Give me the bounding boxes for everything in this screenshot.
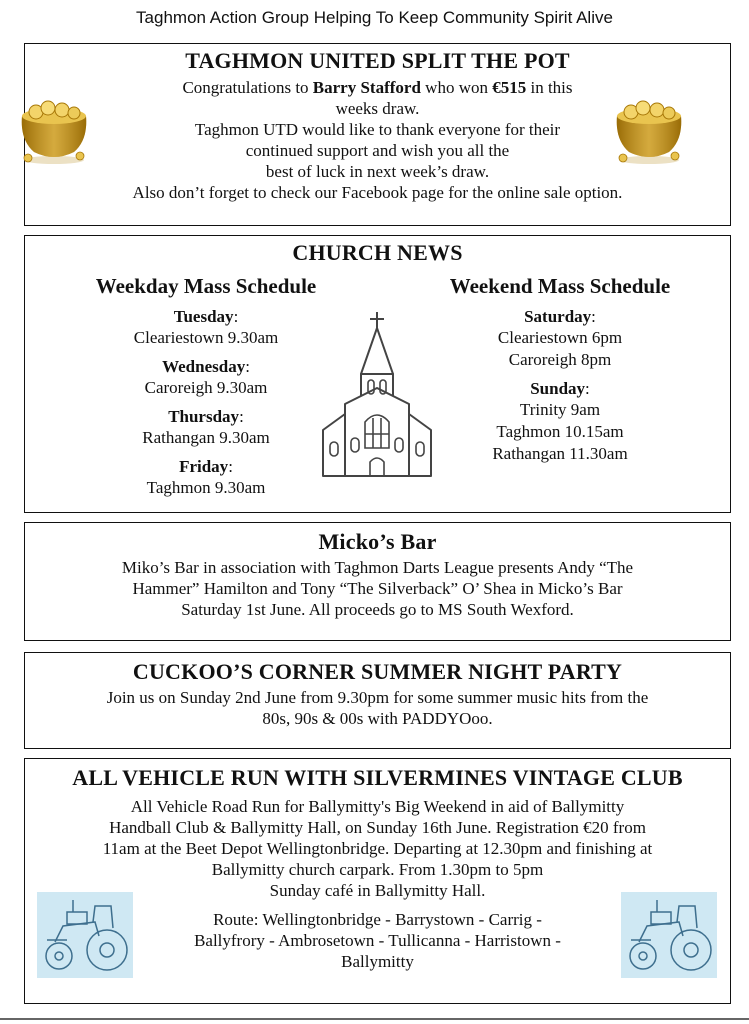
vehicle-run-panel xyxy=(24,758,731,1004)
schedule-entry: Wednesday: Caroreigh 9.30am xyxy=(61,357,351,399)
vintage-tractor-icon xyxy=(621,892,717,978)
weekday-schedule xyxy=(61,274,351,507)
split-the-pot-title: TAGHMON UNITED SPLIT THE POT xyxy=(185,48,570,73)
split-pot-line-2: weeks draw. xyxy=(335,99,420,118)
split-pot-line-4: continued support and wish you all the xyxy=(245,141,510,160)
route-line-1: Route: Wellingtonbridge - Barrystown - Carrig - xyxy=(213,910,542,929)
page-header: Taghmon Action Group Helping To Keep Community Spirit Alive xyxy=(136,8,613,27)
congrats-mid: who won xyxy=(420,78,493,97)
schedule-entry: Sunday: Trinity 9am Taghmon 10.15am Rathangan 11.30am xyxy=(415,379,705,465)
vehicle-run-text xyxy=(25,796,730,901)
vehicle-line-2: Handball Club & Ballymitty Hall, on Sunday 16th June. Registration €20 from xyxy=(109,818,646,837)
schedule-entry: Friday: Taghmon 9.30am xyxy=(61,457,351,499)
mass-location: Cleariestown 6pm xyxy=(497,328,623,347)
mass-location: Cleariestown 9.30am xyxy=(133,328,279,347)
church-news-title: CHURCH NEWS xyxy=(292,240,463,265)
winner-name: Barry Stafford xyxy=(312,78,421,97)
schedule-entry: Thursday: Rathangan 9.30am xyxy=(61,407,351,449)
vintage-tractor-icon xyxy=(37,892,133,978)
split-pot-line-5: best of luck in next week’s draw. xyxy=(265,162,490,181)
church-news-panel xyxy=(24,235,731,513)
mickos-bar-panel xyxy=(24,522,731,641)
day-name: Friday xyxy=(179,457,229,476)
day-name: Saturday xyxy=(524,307,592,326)
vehicle-line-3: 11am at the Beet Depot Wellingtonbridge. Departing at 12.30pm and finishing at xyxy=(102,839,653,858)
weekday-heading: Weekday Mass Schedule xyxy=(95,274,317,298)
day-name: Tuesday xyxy=(173,307,234,326)
mickos-line-1: Miko’s Bar in association with Taghmon Darts League presents Andy “The xyxy=(121,558,634,577)
weekend-schedule xyxy=(415,274,705,473)
mass-location: Rathangan 9.30am xyxy=(142,428,270,447)
bottom-divider xyxy=(0,1018,749,1020)
day-name: Sunday xyxy=(530,379,586,398)
cuckoos-corner-text xyxy=(25,687,730,729)
vehicle-line-4: Ballymitty church carpark. From 1.30pm to 5pm xyxy=(211,860,544,879)
cuckoos-corner-panel xyxy=(24,652,731,749)
schedule-entry: Saturday: Cleariestown 6pm Caroreigh 8pm xyxy=(415,307,705,371)
congrats-prefix: Congratulations to xyxy=(182,78,313,97)
gold-pot-icon xyxy=(611,94,687,166)
mass-location: Taghmon 10.15am xyxy=(496,422,624,441)
vehicle-line-1: All Vehicle Road Run for Ballymitty's Big Weekend in aid of Ballymitty xyxy=(130,797,625,816)
schedule-entry: Tuesday: Cleariestown 9.30am xyxy=(61,307,351,349)
day-name: Wednesday xyxy=(162,357,246,376)
vehicle-line-5: Sunday café in Ballymitty Hall. xyxy=(269,881,486,900)
mass-location: Trinity 9am xyxy=(519,400,601,419)
mass-location: Caroreigh 8pm xyxy=(508,350,612,369)
route-line-3: Ballymitty xyxy=(341,952,414,971)
cuckoos-corner-title: CUCKOO’S CORNER SUMMER NIGHT PARTY xyxy=(132,659,623,684)
mickos-line-2: Hammer” Hamilton and Tony “The Silverback” O’ Shea in Micko’s Bar xyxy=(132,579,623,598)
gold-pot-icon xyxy=(16,94,92,166)
prize-amount: €515 xyxy=(492,78,527,97)
split-pot-line-3: Taghmon UTD would like to thank everyone for their xyxy=(194,120,561,139)
vehicle-run-title: ALL VEHICLE RUN WITH SILVERMINES VINTAGE CLUB xyxy=(72,765,683,790)
cuckoo-line-1: Join us on Sunday 2nd June from 9.30pm for some summer music hits from the xyxy=(106,688,649,707)
congrats-suffix: in this xyxy=(526,78,573,97)
weekend-heading: Weekend Mass Schedule xyxy=(449,274,671,298)
split-pot-line-6: Also don’t forget to check our Facebook page for the online sale option. xyxy=(132,183,623,202)
mickos-line-3: Saturday 1st June. All proceeds go to MS South Wexford. xyxy=(181,600,574,619)
day-name: Thursday xyxy=(168,407,240,426)
mickos-bar-text xyxy=(25,557,730,620)
cuckoo-line-2: 80s, 90s & 00s with PADDYOoo. xyxy=(262,709,493,728)
mickos-bar-title: Micko’s Bar xyxy=(318,529,437,554)
mass-location: Taghmon 9.30am xyxy=(146,478,266,497)
mass-location: Caroreigh 9.30am xyxy=(144,378,268,397)
mass-location: Rathangan 11.30am xyxy=(492,444,628,463)
route-line-2: Ballyfrory - Ambrosetown - Tullicanna - Harristown - xyxy=(194,931,561,950)
